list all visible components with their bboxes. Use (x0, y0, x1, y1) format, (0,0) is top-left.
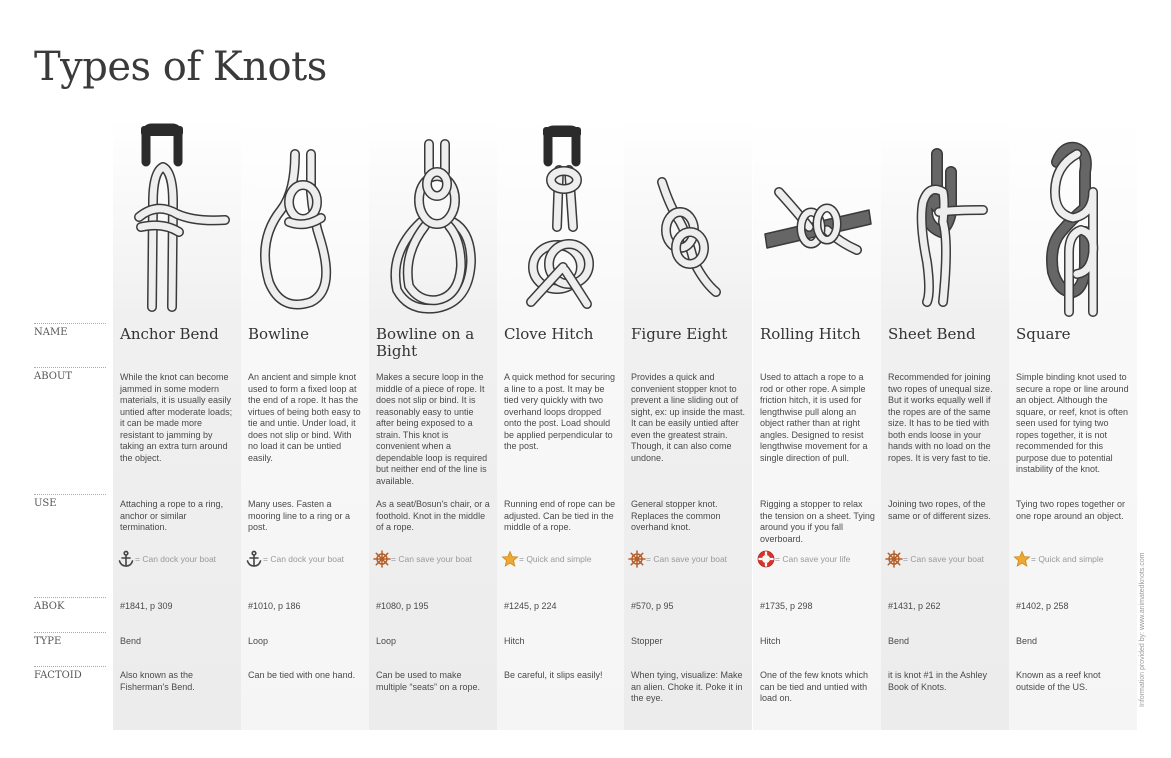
knot-type: Loop (248, 636, 269, 646)
knot-legend (885, 550, 1009, 568)
legend-text: = Can save your boat (391, 554, 473, 564)
row-label-type: TYPE (34, 632, 106, 647)
knot-column-clove-hitch (497, 118, 625, 730)
knot-factoid: Known as a reef knot outside of the US. (1016, 670, 1101, 692)
knot-name: Sheet Bend (888, 325, 976, 343)
sheet-bend-illustration (885, 122, 1005, 317)
knot-use: Attaching a rope to a ring, anchor or similar termination. (120, 499, 224, 532)
knot-abok: #570, p 95 (631, 601, 674, 611)
knot-column-bowline-on-a-bight (369, 118, 497, 730)
knot-type: Hitch (760, 636, 781, 646)
knot-factoid: Also known as the Fisherman's Bend. (120, 670, 195, 692)
legend-text: = Can save your boat (646, 554, 728, 564)
knot-type: Bend (1016, 636, 1038, 646)
legend-text: = Quick and simple (1031, 554, 1104, 564)
knot-use: General stopper knot. Replaces the common overhand knot. (631, 499, 721, 532)
row-label-about: ABOUT (34, 367, 106, 382)
knot-factoid: Be careful, it slips easily! (504, 670, 603, 680)
anchor-icon (117, 550, 135, 568)
knot-column-bowline (241, 118, 369, 730)
knot-abok: #1245, p 224 (504, 601, 557, 611)
clove-hitch-illustration (501, 122, 621, 317)
knot-column-anchor-bend (113, 118, 241, 730)
knot-about: A quick method for securing a line to a post. It may be tied very quickly with two overhand loops dropped onto the post. Load should be applied perpendicular to the post. (504, 372, 616, 451)
knot-use: Many uses. Fasten a mooring line to a ring or a post. (248, 499, 351, 532)
knot-factoid: Can be tied with one hand. (248, 670, 356, 680)
knot-column-square (1009, 118, 1137, 730)
knot-legend (757, 550, 881, 568)
knot-legend (1013, 550, 1137, 568)
figure-eight-illustration (628, 122, 748, 317)
knot-use: Rigging a stopper to relax the tension on a sheet. Tying around you if you fall overboard. (760, 499, 875, 544)
source-credit: Information provided by: www.animatedknots.com (1139, 552, 1146, 707)
knot-column-sheet-bend (881, 118, 1009, 730)
knot-name: Rolling Hitch (760, 325, 861, 343)
knot-column-figure-eight (624, 118, 752, 730)
knot-about: Makes a secure loop in the middle of a piece of rope. It does not slip or bind. It is reasonably easy to untie after being exposed to a strain. This knot is convenient when a dependable loop is required but neither end of the line is available. (376, 372, 488, 486)
knot-type: Hitch (504, 636, 525, 646)
star-icon (501, 550, 519, 568)
row-label-abok: ABOK (34, 597, 106, 612)
knot-type: Bend (888, 636, 910, 646)
ships-wheel-icon (373, 550, 391, 568)
knot-about: Used to attach a rope to a rod or other rope. A simple friction hitch, it is used for lengthwise pull along an object rather than at right angles. Designed to resist lengthwise movement for a single direction of pull. (760, 372, 868, 463)
ships-wheel-icon (885, 550, 903, 568)
row-label-name: NAME (34, 323, 106, 338)
knot-factoid: One of the few knots which can be tied and untied with load on. (760, 670, 869, 703)
knot-abok: #1080, p 195 (376, 601, 429, 611)
square-knot-illustration (1013, 122, 1133, 317)
legend-text: = Can save your life (775, 554, 851, 564)
knot-abok: #1431, p 262 (888, 601, 941, 611)
knot-legend (117, 550, 241, 568)
knot-legend (373, 550, 497, 568)
star-icon (1013, 550, 1031, 568)
knot-about: An ancient and simple knot used to form a fixed loop at the end of a rope. It has the virtues of being both easy to tie and untie. Under load, it does not slip or bind. With no load it can be untied easily. (248, 372, 361, 463)
knot-type: Bend (120, 636, 142, 646)
knot-abok: #1010, p 186 (248, 601, 301, 611)
knot-name: Figure Eight (631, 325, 728, 343)
knot-abok: #1735, p 298 (760, 601, 813, 611)
knot-column-rolling-hitch (753, 118, 881, 730)
ships-wheel-icon (628, 550, 646, 568)
knot-use: As a seat/Bosun's chair, or a foothold. Knot in the middle of a rope. (376, 499, 490, 532)
legend-text: = Quick and simple (519, 554, 592, 564)
knot-abok: #1402, p 258 (1016, 601, 1069, 611)
knot-about: Provides a quick and convenient stopper knot to prevent a line sliding out of sight, ex: up inside the mast. It can be easily untied after even the greatest strain. Though, it can also come undone. (631, 372, 746, 463)
knot-use: Running end of rope can be adjusted. Can be tied in the middle of a rope. (504, 499, 616, 532)
bowline-on-a-bight-illustration (373, 122, 493, 317)
row-label-factoid: FACTOID (34, 666, 106, 681)
knot-name: Bowline (248, 325, 310, 343)
rolling-hitch-illustration (757, 122, 877, 317)
knot-factoid: Can be used to make multiple “seats” on a rope. (376, 670, 481, 692)
knot-name: Square (1016, 325, 1071, 343)
legend-text: = Can dock your boat (263, 554, 345, 564)
knot-type: Stopper (631, 636, 663, 646)
anchor-icon (245, 550, 263, 568)
knot-type: Loop (376, 636, 397, 646)
knot-about: Simple binding knot used to secure a rope or line around an object. Although the square, or reef, knot is often seen used for tying two ropes together, it is not recommended for this purpose due to potential instability of the knot. (1016, 372, 1129, 474)
knot-name: Clove Hitch (504, 325, 594, 343)
knot-legend (628, 550, 752, 568)
page-title: Types of Knots (34, 44, 327, 90)
row-label-use: USE (34, 494, 106, 509)
legend-text: = Can save your boat (903, 554, 985, 564)
life-ring-icon (757, 550, 775, 568)
bowline-illustration (245, 122, 365, 317)
knot-factoid: it is knot #1 in the Ashley Book of Knots. (888, 670, 988, 692)
knot-factoid: When tying, visualize: Make an alien. Choke it. Poke it in the eye. (631, 670, 743, 703)
knot-about: Recommended for joining two ropes of unequal size. But it works equally well if the ropes are of the same size. It has to be tied with both ends loose in your hands with no load on the ropes. It is very fast to tie. (888, 372, 993, 463)
knot-use: Tying two ropes together or one rope around an object. (1016, 499, 1126, 521)
knot-abok: #1841, p 309 (120, 601, 173, 611)
knot-legend (245, 550, 369, 568)
knot-name: Anchor Bend (120, 325, 219, 343)
knot-name: Bowline on a Bight (376, 325, 475, 360)
knot-legend (501, 550, 625, 568)
anchor-bend-illustration (117, 122, 237, 317)
knot-use: Joining two ropes, of the same or of different sizes. (888, 499, 991, 521)
knot-about: While the knot can become jammed in some modern materials, it is usually easily untied after moderate loads; it can be made more resistant to jamming by taking an extra turn around the object. (120, 372, 233, 463)
legend-text: = Can dock your boat (135, 554, 217, 564)
